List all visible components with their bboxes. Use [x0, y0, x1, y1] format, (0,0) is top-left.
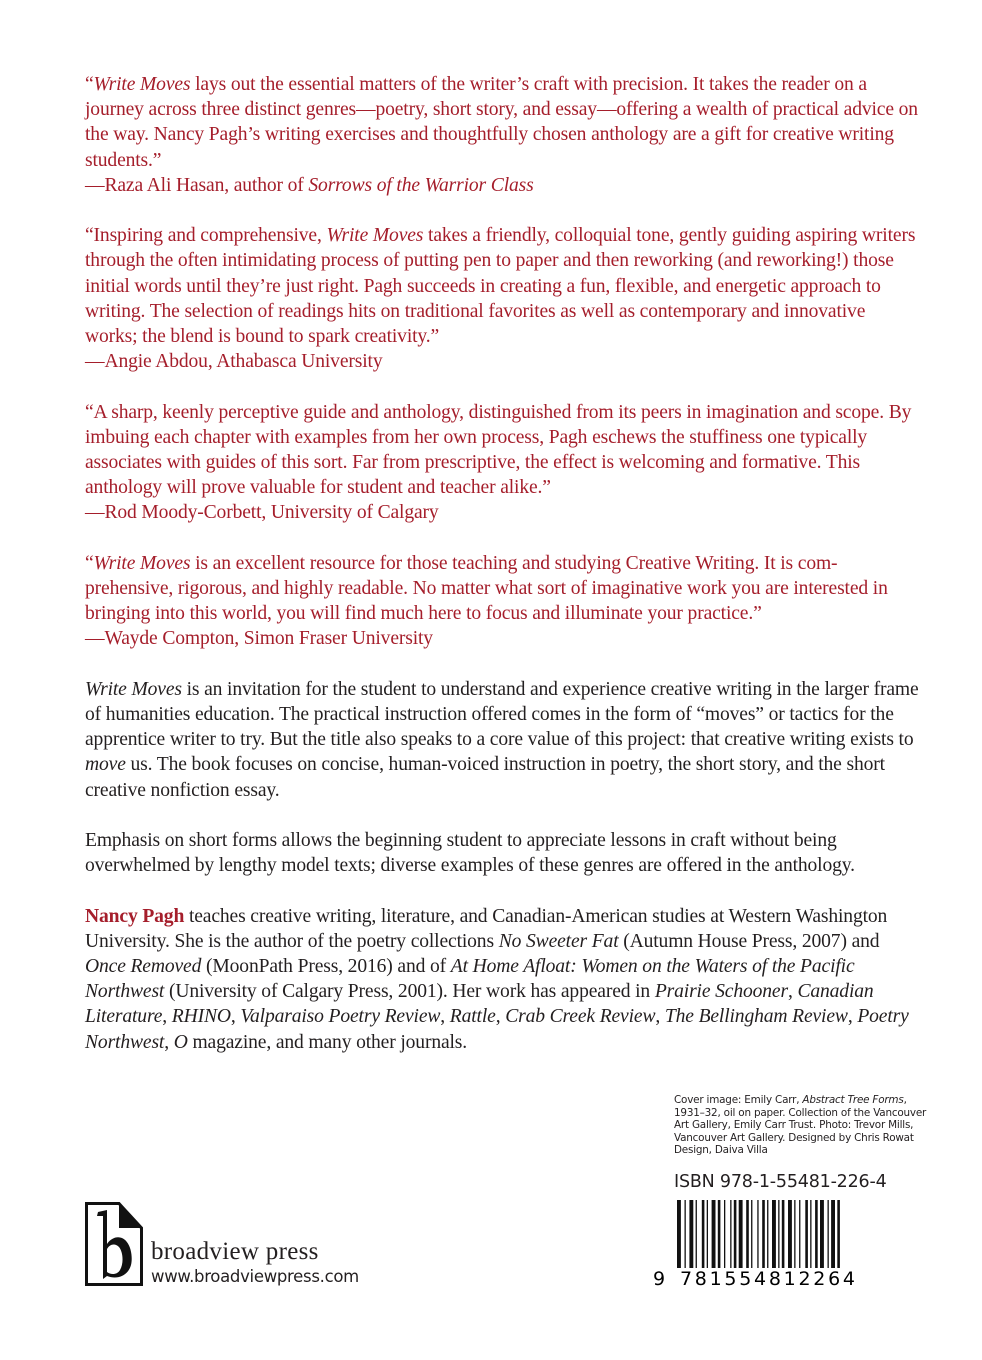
broadview-logo — [85, 1202, 143, 1286]
text-segment: teaches creative writing, literature, and Canadian-American studies at Western Washington University. She is the author of the poetry collections — [85, 905, 888, 952]
text-segment: (University of Calgary Press, 2001). Her work has appeared in — [164, 981, 655, 1003]
text-segment: is an excellent resource for those teaching and studying Creative Writing. It is com-prehensive, rigorous, and highly readable. No matter what sort of imaginative work you are interested in bringing into this world, you will find much here to focus and illuminate your practice.” — [85, 552, 888, 625]
italic-text: Sorrows of the Warrior Class — [308, 174, 534, 196]
blurb-quote — [85, 402, 911, 499]
cover-credits — [674, 1094, 934, 1157]
italic-text: O — [173, 1031, 188, 1053]
text-segment: Cover image: Emily Carr, — [674, 1094, 803, 1106]
text-segment: (Autumn House Press, 2007) and — [618, 930, 880, 952]
text-segment: “ — [85, 552, 94, 574]
text-segment: , — [847, 1006, 858, 1028]
text-segment: lays out the essential matters of the writer’s craft with precision. It takes the reader on a journey across three distinct genres—poetry, short story, and essay—offering a wealth of practical advice on the way. Nancy Pagh’s writing exercises and thoughtfully chosen anthology are a gift for creative writing students.” — [85, 74, 918, 171]
text-segment: , — [164, 1031, 174, 1053]
blurb — [85, 223, 921, 374]
author-name: Nancy Pagh — [85, 905, 185, 927]
italic-text: Rattle — [449, 1006, 496, 1028]
description-paragraph — [85, 828, 921, 878]
italic-text: Crab Creek Review — [505, 1006, 656, 1028]
book-description — [85, 677, 921, 879]
text-segment: —Angie Abdou, Athabasca University — [85, 351, 383, 373]
text-segment: takes a friendly, colloquial tone, gently guiding aspiring writers through the often intimidating process of putting pen to paper and then reworking (and reworking!) those initial words until they’re just right. Pagh succeeds in creating a fun, flexible, and energetic approach to writing. The selection of readings hits on traditional favorites as well as contemporary and innovative works; the blend is bound to spark creativity.” — [85, 225, 916, 348]
barcode-lead-digit: 9 — [653, 1268, 666, 1288]
text-segment: , — [495, 1006, 506, 1028]
blurb-quote — [85, 225, 915, 347]
italic-text: Poetry Northwest — [85, 1006, 909, 1053]
text-segment: —Rod Moody-Corbett, University of Calgary — [85, 502, 439, 524]
text-segment: magazine, and many other journals. — [187, 1031, 468, 1053]
isbn: ISBN 978-1-55481-226-4 — [674, 1172, 887, 1192]
author-bio — [85, 904, 921, 1055]
text-segment: “Inspiring and comprehensive, — [85, 225, 327, 247]
italic-text: Write Moves — [93, 552, 191, 574]
text-segment: Emphasis on short forms allows the beginning student to appreciate lessons in craft without being overwhelmed by lengthy model texts; diverse examples of these genres are offered in the anthology. — [85, 830, 855, 877]
text-segment: —Wayde Compton, Simon Fraser University — [85, 628, 433, 650]
publisher-name: broadview press — [151, 1238, 319, 1265]
publisher-url[interactable]: www.broadviewpress.com — [151, 1267, 359, 1286]
text-segment: —Raza Ali Hasan, author of — [85, 174, 309, 196]
italic-text: Valparaiso Poetry Review — [240, 1006, 441, 1028]
text-segment: , — [440, 1006, 450, 1028]
italic-text: Once Removed — [85, 956, 202, 978]
text-segment: “ — [85, 74, 94, 95]
text-segment: , — [162, 1006, 172, 1028]
text-segment: , — [230, 1006, 241, 1028]
italic-text: No Sweeter Fat — [498, 930, 619, 952]
italic-text: RHINO — [171, 1006, 231, 1028]
text-segment: (MoonPath Press, 2016) and of — [201, 956, 451, 978]
blurb-attribution — [85, 175, 534, 196]
text-segment: is an invitation for the student to understand and experience creative writing in the larger frame of humanities education. The practical instruction offered comes in the form of “moves” or tactics for the apprentice writer to try. But the title also speaks to a core value of this project: that creative writing exists to — [85, 678, 919, 751]
text-segment: “A sharp, keenly perceptive guide and anthology, distinguished from its peers in imagination and scope. By imbuing each chapter with examples from her own process, Pagh eschews the stuffiness one typically associates with guides of this sort. Far from prescriptive, the effect is welcoming and formative. This anthology will prove valuable for student and teacher alike.” — [85, 401, 912, 499]
text-segment: us. The book focuses on concise, human-voiced instruction in poetry, the short story, and the short creative nonfiction essay. — [85, 754, 885, 801]
description-paragraph — [85, 677, 921, 803]
text-segment: , 1931–32, oil on paper. Collection of the Vancouver Art Gallery, Emily Carr Trust. Photo: Trevor Mills, Vancouver Art Gallery. Designed by Chris Rowat Design, Daiva Villa — [674, 1094, 927, 1157]
blurb-quote — [85, 74, 918, 171]
blurb — [85, 72, 921, 198]
text-segment: , — [655, 1006, 665, 1028]
barcode-digits: 781554812264 — [680, 1268, 855, 1288]
italic-text: At Home Afloat: Women on the Waters of the Pacific Northwest — [85, 956, 855, 1003]
back-cover-text — [85, 72, 921, 1080]
italic-text: Prairie Schooner — [654, 981, 788, 1003]
italic-text: Write Moves — [85, 678, 182, 700]
blurb-attribution — [85, 628, 433, 649]
blurb-attribution — [85, 351, 382, 372]
text-segment: , — [787, 981, 798, 1003]
italic-text: move — [85, 754, 126, 776]
italic-text: Canadian Literature — [85, 981, 874, 1028]
italic-text: Abstract Tree Forms — [802, 1094, 904, 1106]
blurbs — [85, 72, 921, 652]
blurb-attribution — [85, 502, 439, 523]
italic-text: Write Moves — [93, 74, 191, 95]
italic-text: Write Moves — [326, 225, 424, 247]
italic-text: The Bellingham Review — [664, 1006, 848, 1028]
blurb-quote — [85, 553, 888, 624]
barcode — [653, 1198, 868, 1288]
blurb — [85, 400, 921, 526]
blurb — [85, 551, 921, 652]
